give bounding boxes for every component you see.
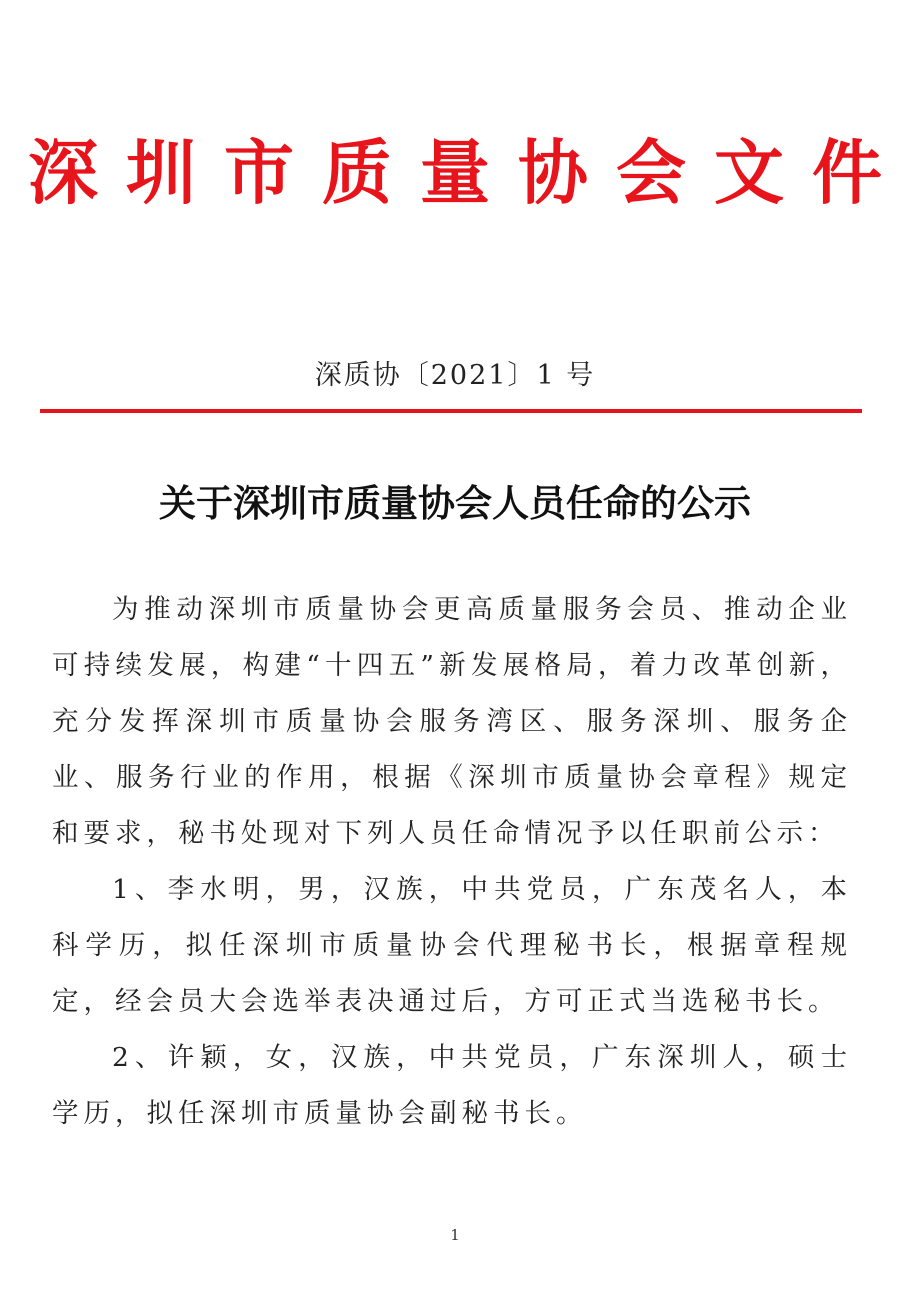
page-number: 1 [450, 1226, 460, 1244]
body-paragraph-item-2: 2、许颖，女，汉族，中共党员，广东深圳人，硕士学历，拟任深圳市质量协会副秘书长。 [52, 1042, 852, 1129]
red-divider-line [40, 409, 862, 413]
body-paragraph-intro: 为推动深圳市质量协会更高质量服务会员、推动企业可持续发展，构建“十四五”新发展格局，着力改革创新，充分发挥深圳市质量协会服务湾区、服务深圳、服务企业、服务行业的作用，根据《深圳市质量协会章程》规定和要求，秘书处现对下列人员任命情况予以任职前公示： [52, 594, 852, 849]
document-number: 深质协〔2021〕1 号 [314, 360, 596, 391]
body-paragraph-item-1: 1、李水明，男，汉族，中共党员，广东茂名人，本科学历，拟任深圳市质量协会代理秘书长，根据章程规定，经会员大会选举表决通过后，方可正式当选秘书长。 [52, 874, 852, 1017]
document-header-title: 深圳市质量协会文件 [28, 132, 910, 214]
notice-title: 关于深圳市质量协会人员任命的公示 [159, 481, 751, 525]
notice-body [52, 582, 852, 1142]
